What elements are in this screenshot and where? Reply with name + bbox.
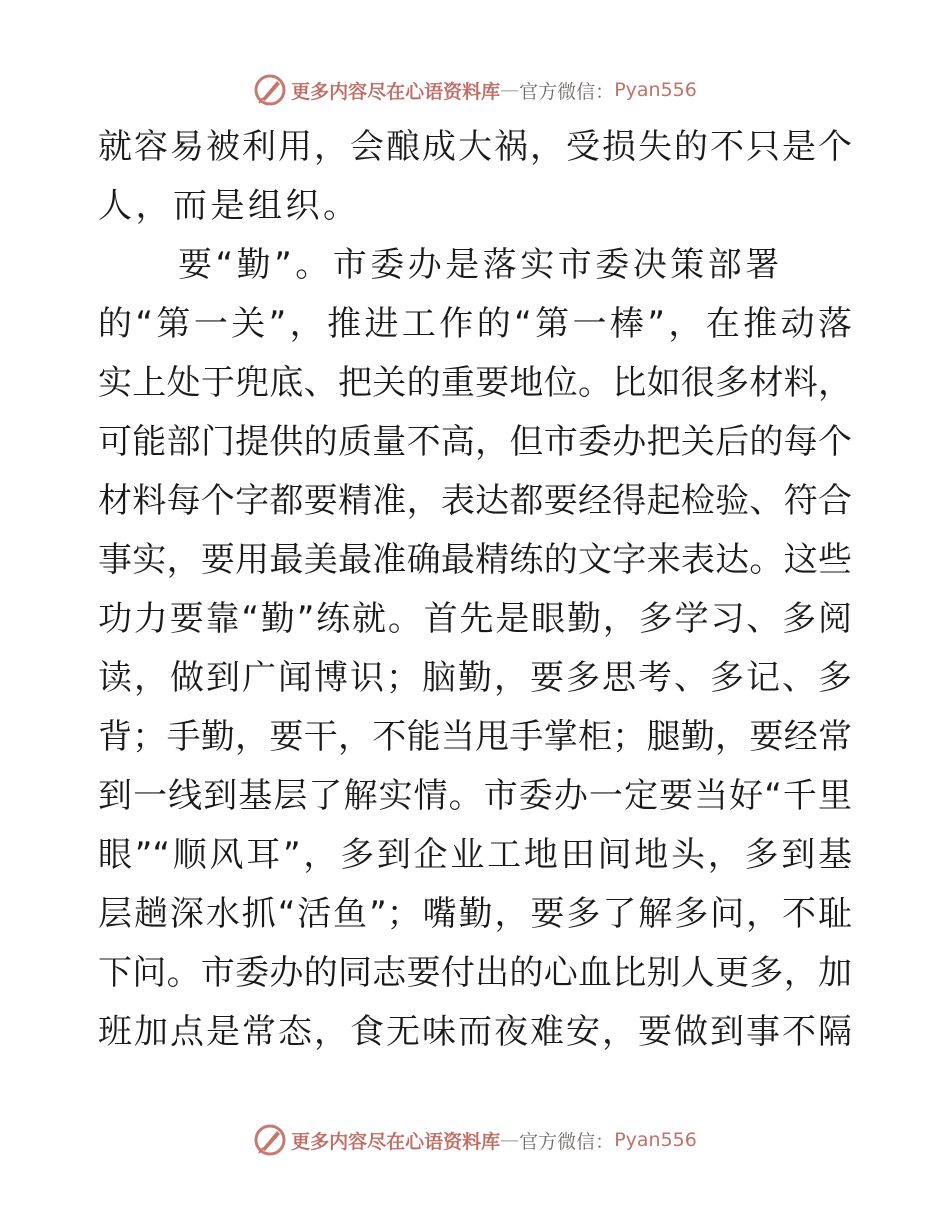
text-line: 可能部门提供的质量不高，但市委办把关后的每个 (98, 422, 852, 462)
watermark-separator: — (500, 79, 520, 101)
text-line: 读，做到广闻博识；脑勤，要多思考、多记、多 (98, 658, 852, 698)
text-line: 事实，要用最美最准确最精练的文字来表达。这些 (98, 540, 852, 580)
quill-logo-icon (253, 73, 287, 107)
watermark-official-label: 官方微信： (519, 1130, 615, 1153)
text-line: 到一线到基层了解实情。市委办一定要当好“千里 (98, 776, 852, 816)
watermark-separator: — (500, 1129, 520, 1151)
text-line: 实上处于兜底、把关的重要地位。比如很多材料， (98, 363, 852, 403)
paragraph-heading-line: 要“勤”。市委办是落实市委决策部署 (178, 245, 783, 285)
text-line: 的“第一关”，推进工作的“第一棒”，在推动落 (98, 304, 852, 344)
text-line: 人，而是组织。 (98, 186, 361, 226)
watermark-brand: 更多内容尽在心语资料库 (291, 1130, 501, 1153)
text-line: 下问。市委办的同志要付出的心血比别人更多，加 (98, 953, 852, 993)
text-line: 班加点是常态，食无味而夜难安，要做到事不隔 (98, 1012, 852, 1052)
quill-logo-icon (253, 1123, 287, 1157)
text-line: 眼”“顺风耳”，多到企业工地田间地头，多到基 (98, 835, 852, 875)
text-line: 材料每个字都要精准，表达都要经得起检验、符合 (98, 481, 852, 521)
document-body (98, 118, 852, 1062)
header-watermark (0, 70, 950, 110)
watermark-wechat-id: Pyan556 (614, 79, 697, 101)
watermark-brand: 更多内容尽在心语资料库 (291, 80, 501, 103)
footer-watermark (0, 1120, 950, 1160)
watermark-official-label: 官方微信： (519, 80, 615, 103)
text-line: 背；手勤，要干，不能当甩手掌柜；腿勤，要经常 (98, 717, 852, 757)
text-line: 就容易被利用，会酿成大祸，受损失的不只是个 (98, 127, 852, 167)
text-line: 功力要靠“勤”练就。首先是眼勤，多学习、多阅 (98, 599, 852, 639)
watermark-wechat-id: Pyan556 (614, 1129, 697, 1151)
text-line: 层趟深水抓“活鱼”；嘴勤，要多了解多问，不耻 (98, 894, 852, 934)
